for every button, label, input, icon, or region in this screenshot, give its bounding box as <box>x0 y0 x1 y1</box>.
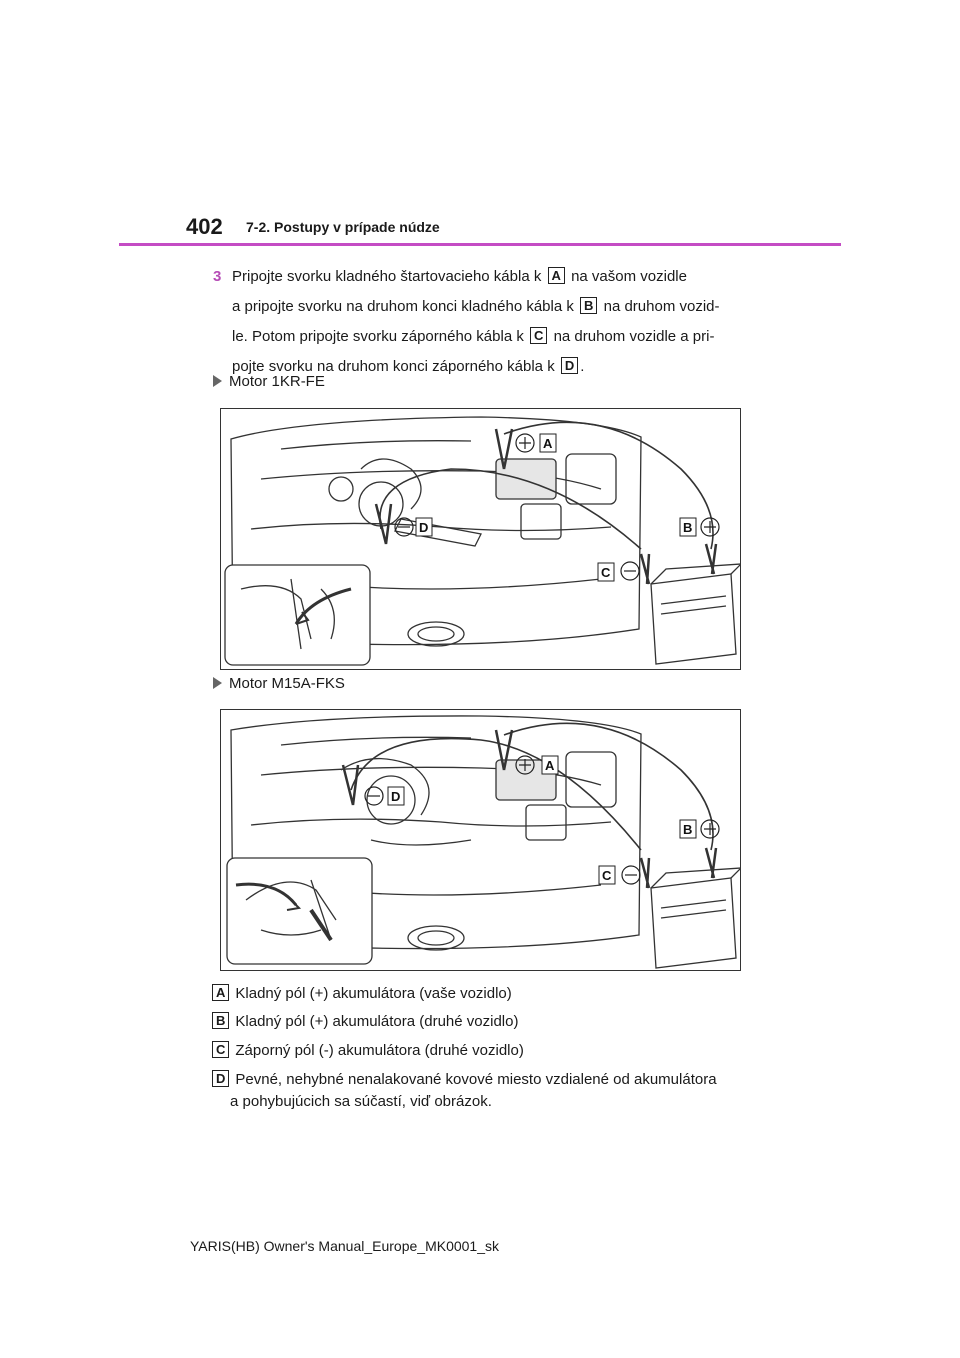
fig1-label-c: C <box>601 565 611 580</box>
step-number: 3 <box>213 268 222 285</box>
label-a-box: A <box>548 267 565 284</box>
fig2-label-b: B <box>683 822 693 837</box>
legend-item-d: D Pevné, nehybné nenalakované kovové miesto vzdialené od akumulátora a pohybujúcich sa súčastí, viď obrázok. <box>212 1069 772 1113</box>
fig2-label-d: D <box>391 789 401 804</box>
figure-engine-1kr-fe <box>220 408 741 670</box>
fig2-label-c: C <box>602 868 612 883</box>
triangle-bullet-icon <box>213 375 222 387</box>
fig1-label-a: A <box>543 436 553 451</box>
header-divider <box>119 243 841 246</box>
engine-bay-illustration <box>221 710 740 970</box>
fig2-label-a: A <box>545 758 555 773</box>
fig1-label-d: D <box>419 520 429 535</box>
triangle-bullet-icon <box>213 677 222 689</box>
fig1-label-b: B <box>683 520 693 535</box>
legend-item-c: C Záporný pól (-) akumulátora (druhé vozidlo) <box>212 1040 772 1062</box>
figure-engine-m15a-fks <box>220 709 741 971</box>
page-number: 402 <box>186 214 223 239</box>
label-b-box: B <box>580 297 597 314</box>
engine-bay-illustration <box>221 409 740 669</box>
engine-heading-1: Motor 1KR-FE <box>213 373 325 390</box>
engine-heading-2: Motor M15A-FKS <box>213 675 345 692</box>
label-d-box: D <box>561 357 578 374</box>
footer-manual-id: YARIS(HB) Owner's Manual_Europe_MK0001_sk <box>190 1238 499 1254</box>
label-c-box: C <box>530 327 547 344</box>
section-title: 7-2. Postupy v prípade núdze <box>246 219 440 235</box>
step-instructions: 3 Pripojte svorku kladného štartovacieho kábla k A na vašom vozidle a pripojte svorku na druhom konci kladného kábla k B na druhom vozid- le. Potom pripojte svorku záporného kábla k C na druhom vozidle a pri- pojte svorku na druhom konci záporného kábla k D . <box>213 262 773 382</box>
legend-item-b: B Kladný pól (+) akumulátora (druhé vozidlo) <box>212 1011 772 1033</box>
legend-item-a: A Kladný pól (+) akumulátora (vaše vozidlo) <box>212 983 772 1005</box>
